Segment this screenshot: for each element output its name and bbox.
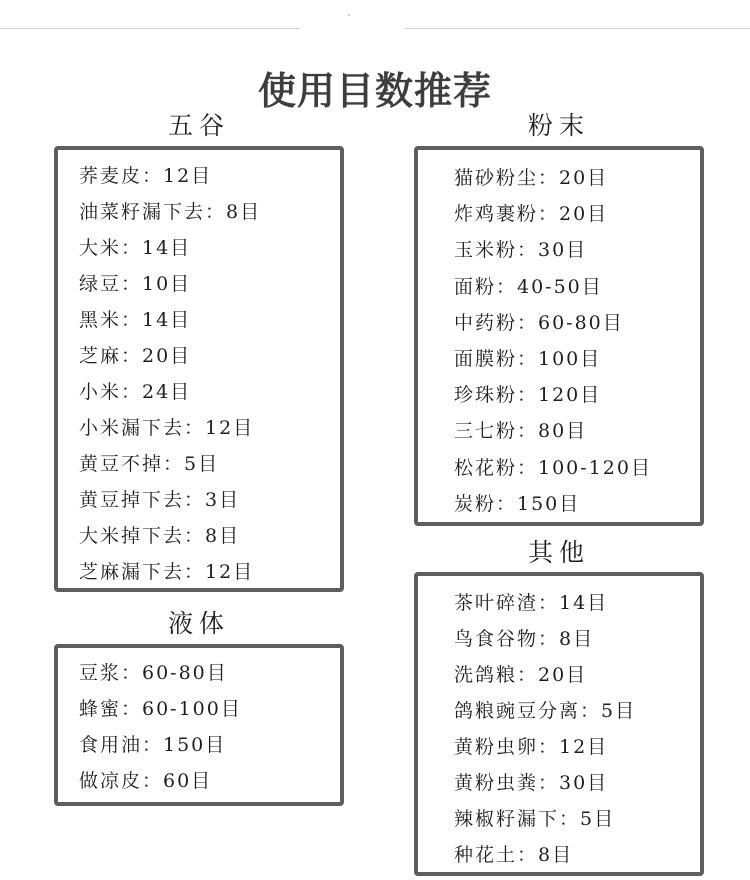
list-item: 种花土：8目 (454, 844, 574, 866)
mesh-list-fenmo (454, 165, 700, 527)
list-item: 猫砂粉尘：20目 (454, 167, 609, 189)
list-item: 三七粉：80目 (454, 420, 588, 443)
list-item: 黄豆不掉：5目 (79, 453, 220, 475)
top-divider-dot (348, 14, 350, 16)
top-divider-right (405, 28, 750, 29)
list-item: 中药粉：60-80目 (454, 311, 624, 334)
section-heading-qita: 其他 (527, 538, 590, 567)
list-item: 鸽粮豌豆分离：5目 (454, 700, 637, 722)
section-box-yeti (54, 644, 344, 806)
mesh-list-yeti (79, 660, 340, 804)
list-item: 豆浆：60-80目 (79, 662, 228, 684)
mesh-list-qita (454, 590, 700, 878)
list-item: 炭粉：150目 (454, 492, 581, 515)
list-item: 黄粉虫粪：30目 (454, 772, 609, 794)
list-item: 玉米粉：30目 (454, 239, 588, 262)
list-item: 珍珠粉：120目 (454, 384, 602, 407)
list-item: 黄粉虫卵：12目 (454, 736, 609, 758)
list-item: 鸟食谷物：8目 (454, 628, 595, 650)
list-item: 辣椒籽漏下：5目 (454, 808, 616, 830)
list-item: 洗鸽粮：20目 (454, 664, 588, 686)
list-item: 面粉：40-50目 (454, 275, 603, 298)
list-item: 小米漏下去：12目 (79, 417, 255, 439)
list-item: 大米掉下去：8目 (79, 525, 241, 547)
list-item: 茶叶碎渣：14目 (454, 592, 609, 614)
list-item: 食用油：150目 (79, 734, 227, 756)
section-heading-wugu: 五谷 (167, 111, 230, 140)
list-item: 小米：24目 (79, 381, 192, 403)
page-title: 使用目数推荐 (257, 69, 492, 113)
list-item: 芝麻漏下去：12目 (79, 561, 255, 583)
list-item: 油菜籽漏下去：8目 (79, 201, 262, 223)
list-item: 大米：14目 (79, 237, 192, 259)
list-item: 蜂蜜：60-100目 (79, 698, 242, 720)
top-divider-left (0, 28, 300, 29)
section-heading-yeti: 液体 (167, 609, 230, 638)
list-item: 面膜粉：100目 (454, 347, 602, 370)
section-box-qita (414, 572, 704, 876)
list-item: 炸鸡裹粉：20目 (454, 203, 609, 226)
section-box-fenmo (414, 146, 704, 526)
section-box-wugu (54, 146, 344, 592)
mesh-list-wugu (79, 163, 340, 595)
list-item: 芝麻：20目 (79, 345, 192, 367)
list-item: 松花粉：100-120目 (454, 456, 652, 479)
list-item: 荞麦皮：12目 (79, 165, 213, 187)
list-item: 做凉皮：60目 (79, 770, 213, 792)
list-item: 黄豆掉下去：3目 (79, 489, 241, 511)
section-heading-fenmo: 粉末 (527, 111, 590, 140)
list-item: 黑米：14目 (79, 309, 192, 331)
list-item: 绿豆：10目 (79, 273, 192, 295)
